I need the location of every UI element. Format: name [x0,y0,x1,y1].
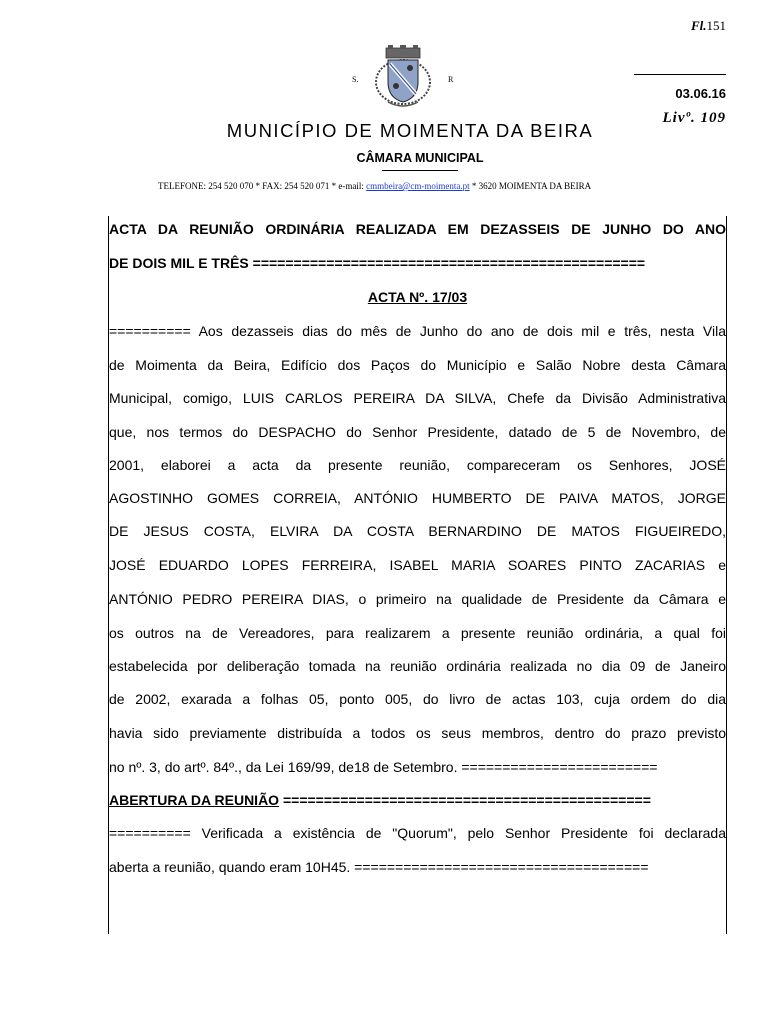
minutes-title-line-2: DE DOIS MIL E TRÊS ================================================ [109,255,646,271]
section-heading-fill: ============================================= [279,792,651,808]
municipal-coat-of-arms [348,44,458,108]
section-line: ========== Verificada a existência de "Quorum", pelo Senhor Presidente foi declarada [109,825,726,841]
body-line: 2001, elaborei a acta da presente reunião, compareceram os Senhores, JOSÉ [109,457,726,473]
crest-letter-left: S. [352,75,359,84]
folio-label [691,18,726,34]
crest-letter-right: R [448,75,454,84]
email-link[interactable]: cmmbeira@cm-moimenta.pt [366,181,470,191]
body-line: JOSÉ EDUARDO LOPES FERREIRA, ISABEL MARIA SOARES PINTO ZACARIAS e [109,557,726,573]
body-line: AGOSTINHO GOMES CORREIA, ANTÓNIO HUMBERTO DE PAIVA MATOS, JORGE [109,490,726,506]
minutes-title-line-1: ACTA DA REUNIÃO ORDINÁRIA REALIZADA EM DEZASSEIS DE JUNHO DO ANO [109,221,726,237]
contact-line [158,181,591,191]
body-line: Municipal, comigo, LUIS CARLOS PEREIRA DA SILVA, Chefe da Divisão Administrativa [109,390,726,406]
chamber-underline [382,170,458,171]
body-line: de 2002, exarada a folhas 05, ponto 005, do livro de actas 103, cuja ordem do dia [109,691,726,707]
folio-number: 151 [706,18,726,33]
section-heading [109,792,726,808]
body-line: ========== Aos dezasseis dias do mês de Junho do ano de dois mil e três, nesta Vila [109,323,726,339]
chamber-title: CÂMARA MUNICIPAL [356,151,484,165]
body-line: no nº. 3, do artº. 84º., da Lei 169/99, de18 de Setembro. ======================== [109,759,658,775]
body-line: estabelecida por deliberação tomada na reunião ordinária realizada no dia 09 de Janeiro [109,658,726,674]
municipality-title: MUNICÍPIO DE MOIMENTA DA BEIRA [226,120,594,141]
document-date: 03.06.16 [675,86,726,101]
body-line: ANTÓNIO PEDRO PEREIRA DIAS, o primeiro na qualidade de Presidente da Câmara e [109,591,726,607]
folio-underline [634,74,726,75]
section-heading-text: ABERTURA DA REUNIÃO [109,792,280,808]
body-line: DE JESUS COSTA, ELVIRA DA COSTA BERNARDINO DE MATOS FIGUEIREDO, [109,523,726,539]
page-frame-right [726,216,727,934]
body-line: de Moimenta da Beira, Edifício dos Paços do Município e Salão Nobre desta Câmara [109,357,726,373]
acta-number [109,289,726,305]
book-number: Livº. 109 [662,110,726,126]
body-line: havia sido previamente distribuída a todos os seus membros, dentro do prazo previsto [109,725,726,741]
folio-prefix: Fl. [690,18,707,33]
body-line: que, nos termos do DESPACHO do Senhor Presidente, datado de 5 de Novembro, de [109,424,726,440]
section-line: aberta a reunião, quando eram 10H45. ==================================== [109,859,649,875]
contact-address: * 3620 MOIMENTA DA BEIRA [469,181,592,191]
body-line: os outros na de Vereadores, para realizarem a presente reunião ordinária, a qual foi [109,625,726,641]
acta-number-text: ACTA Nº. 17/03 [367,289,468,305]
contact-phone-fax: TELEFONE: 254 520 070 * FAX: 254 520 071 * e-mail: [158,181,367,191]
